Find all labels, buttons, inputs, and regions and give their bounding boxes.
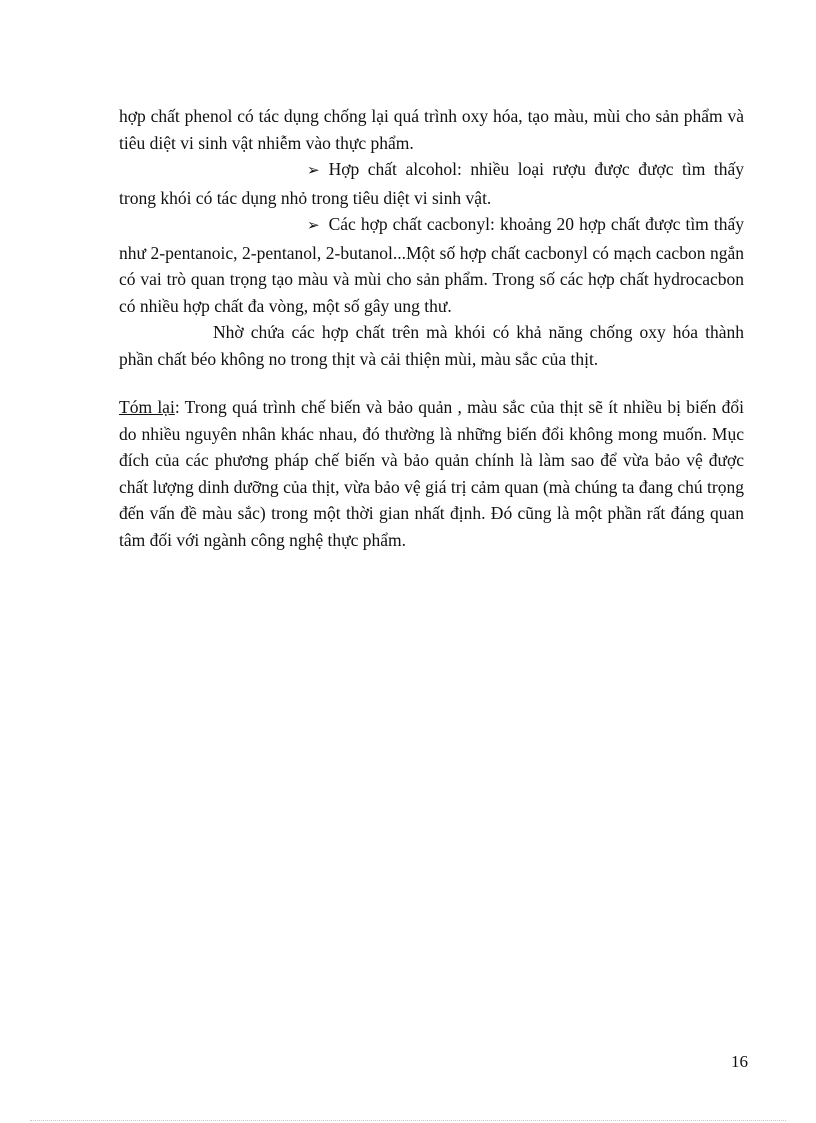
paragraph-spacer bbox=[119, 372, 744, 394]
page-number: 16 bbox=[731, 1052, 748, 1071]
bullet-carbonyl bbox=[119, 211, 744, 319]
summary-text: Trong quá trình chế biến và bảo quản , màu sắc của thịt sẽ ít nhiều bị biến đổi do nhiều nguyên nhân khác nhau, đó thường là những biến đổi không mong muốn. Mục đích của các phương pháp chế biến và bảo quản chính là làm sao để vừa bảo vệ được chất lượng dinh dưỡng của thịt, vừa bảo vệ giá trị cảm quan (mà chúng ta đang chú trọng đến vấn đề màu sắc) trong một thời gian nhất định. Đó cũng là một phần rất đáng quan tâm đối với ngành công nghệ thực phẩm. bbox=[119, 397, 744, 550]
page-body bbox=[119, 103, 744, 553]
summary-label: Tóm lại bbox=[119, 397, 175, 417]
paragraph-phenol: hợp chất phenol có tác dụng chống lại quá trình oxy hóa, tạo màu, mùi cho sản phẩm và tiêu diệt vi sinh vật nhiễm vào thực phẩm. bbox=[119, 106, 744, 153]
paragraph-smoke: Nhờ chứa các hợp chất trên mà khói có khả năng chống oxy hóa thành phần chất béo không no trong thịt và cải thiện mùi, màu sắc của thịt. bbox=[119, 322, 744, 369]
arrow-bullet-icon: ➢ bbox=[307, 218, 320, 234]
paragraph-summary bbox=[119, 394, 744, 553]
bullet-alcohol-text: Hợp chất alcohol: nhiều loại rượu được được tìm thấy trong khói có tác dụng nhỏ trong tiêu diệt vi sinh vật. bbox=[119, 159, 744, 208]
bullet-alcohol bbox=[119, 156, 744, 211]
arrow-bullet-icon: ➢ bbox=[307, 163, 320, 179]
bullet-carbonyl-text: Các hợp chất cacbonyl: khoảng 20 hợp chất được tìm thấy như 2-pentanoic, 2-pentanol, 2-butanol...Một số hợp chất cacbonyl có mạch cacbon ngắn có vai trò quan trọng tạo màu và mùi cho sản phẩm. Trong số các hợp chất hydrocacbon có nhiều hợp chất đa vòng, một số gây ung thư. bbox=[119, 214, 744, 316]
summary-colon: : bbox=[174, 397, 180, 417]
page-bottom-divider bbox=[30, 1120, 786, 1121]
